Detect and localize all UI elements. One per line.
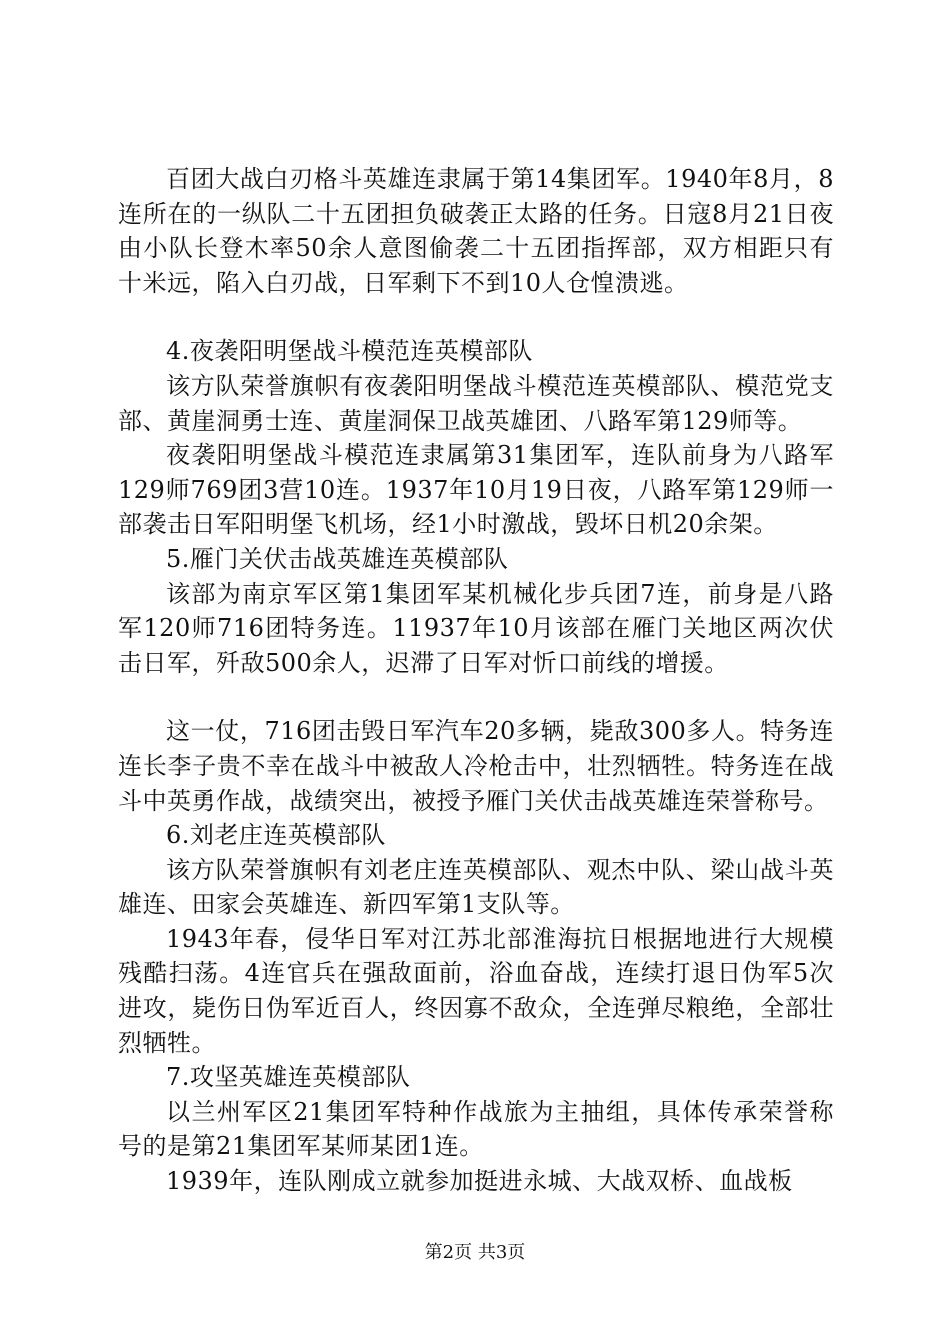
paragraph-yanmenguan-unit: 该部为南京军区第1集团军某机械化步兵团7连，前身是八路军120师716团特务连。11937年10月该部在雁门关地区两次伏击日军，歼敌500余人，迟滞了日军对忻口前线的增援。: [118, 579, 834, 677]
paragraph-yanmenguan-battle: 这一仗，716团击毁日军汽车20多辆，毙敌300多人。特务连连长李子贵不幸在战斗中被敌人冷枪击中，壮烈牺牲。特务连在战斗中英勇作战，战绩突出，被授予雁门关伏击战英雄连荣誉称号。: [118, 717, 834, 815]
paragraph-baituan: 百团大战白刃格斗英雄连隶属于第14集团军。1940年8月，8连所在的一纵队二十五团担负破袭正太路的任务。日寇8月21日夜由小队长登木率50余人意图偷袭二十五团指挥部，双方相距只有十米远，陷入白刃战，日军剩下不到10人仓惶溃逃。: [118, 165, 834, 297]
section-heading-6: 6.刘老庄连英模部队: [166, 821, 386, 850]
section-heading-5: 5.雁门关伏击战英雄连英模部队: [166, 544, 509, 573]
paragraph-gongjian-history: 1939年，连队刚成立就参加挺进永城、大战双桥、血战板: [166, 1167, 793, 1196]
paragraph-gongjian-unit: 以兰州军区21集团军特种作战旅为主抽组，具体传承荣誉称号的是第21集团军某师某团1连。: [118, 1097, 834, 1161]
paragraph-yangmingbao-history: 夜袭阳明堡战斗模范连隶属第31集团军，连队前身为八路军129师769团3营10连。1937年10月19日夜，八路军第129师一部袭击日军阳明堡飞机场，经1小时激战，毁坏日机20余架。: [118, 441, 834, 539]
section-heading-7: 7.攻坚英雄连英模部队: [166, 1063, 411, 1092]
paragraph-yangmingbao-flags: 该方队荣誉旗帜有夜袭阳明堡战斗模范连英模部队、模范党支部、黄崖洞勇士连、黄崖洞保卫战英雄团、八路军第129师等。: [118, 371, 834, 435]
section-heading-4: 4.夜袭阳明堡战斗模范连英模部队: [166, 337, 533, 366]
document-body: [118, 162, 834, 1199]
paragraph-liulaozhuang-flags: 该方队荣誉旗帜有刘老庄连英模部队、观杰中队、梁山战斗英雄连、田家会英雄连、新四军第1支队等。: [118, 855, 834, 919]
paragraph-liulaozhuang-history: 1943年春，侵华日军对江苏北部淮海抗日根据地进行大规模残酷扫荡。4连官兵在强敌面前，浴血奋战，连续打退日伪军5次进攻，毙伤日伪军近百人，终因寡不敌众，全连弹尽粮绝，全部壮烈牺牲。: [118, 924, 834, 1057]
page-footer: 第2页 共3页: [424, 1242, 526, 1263]
